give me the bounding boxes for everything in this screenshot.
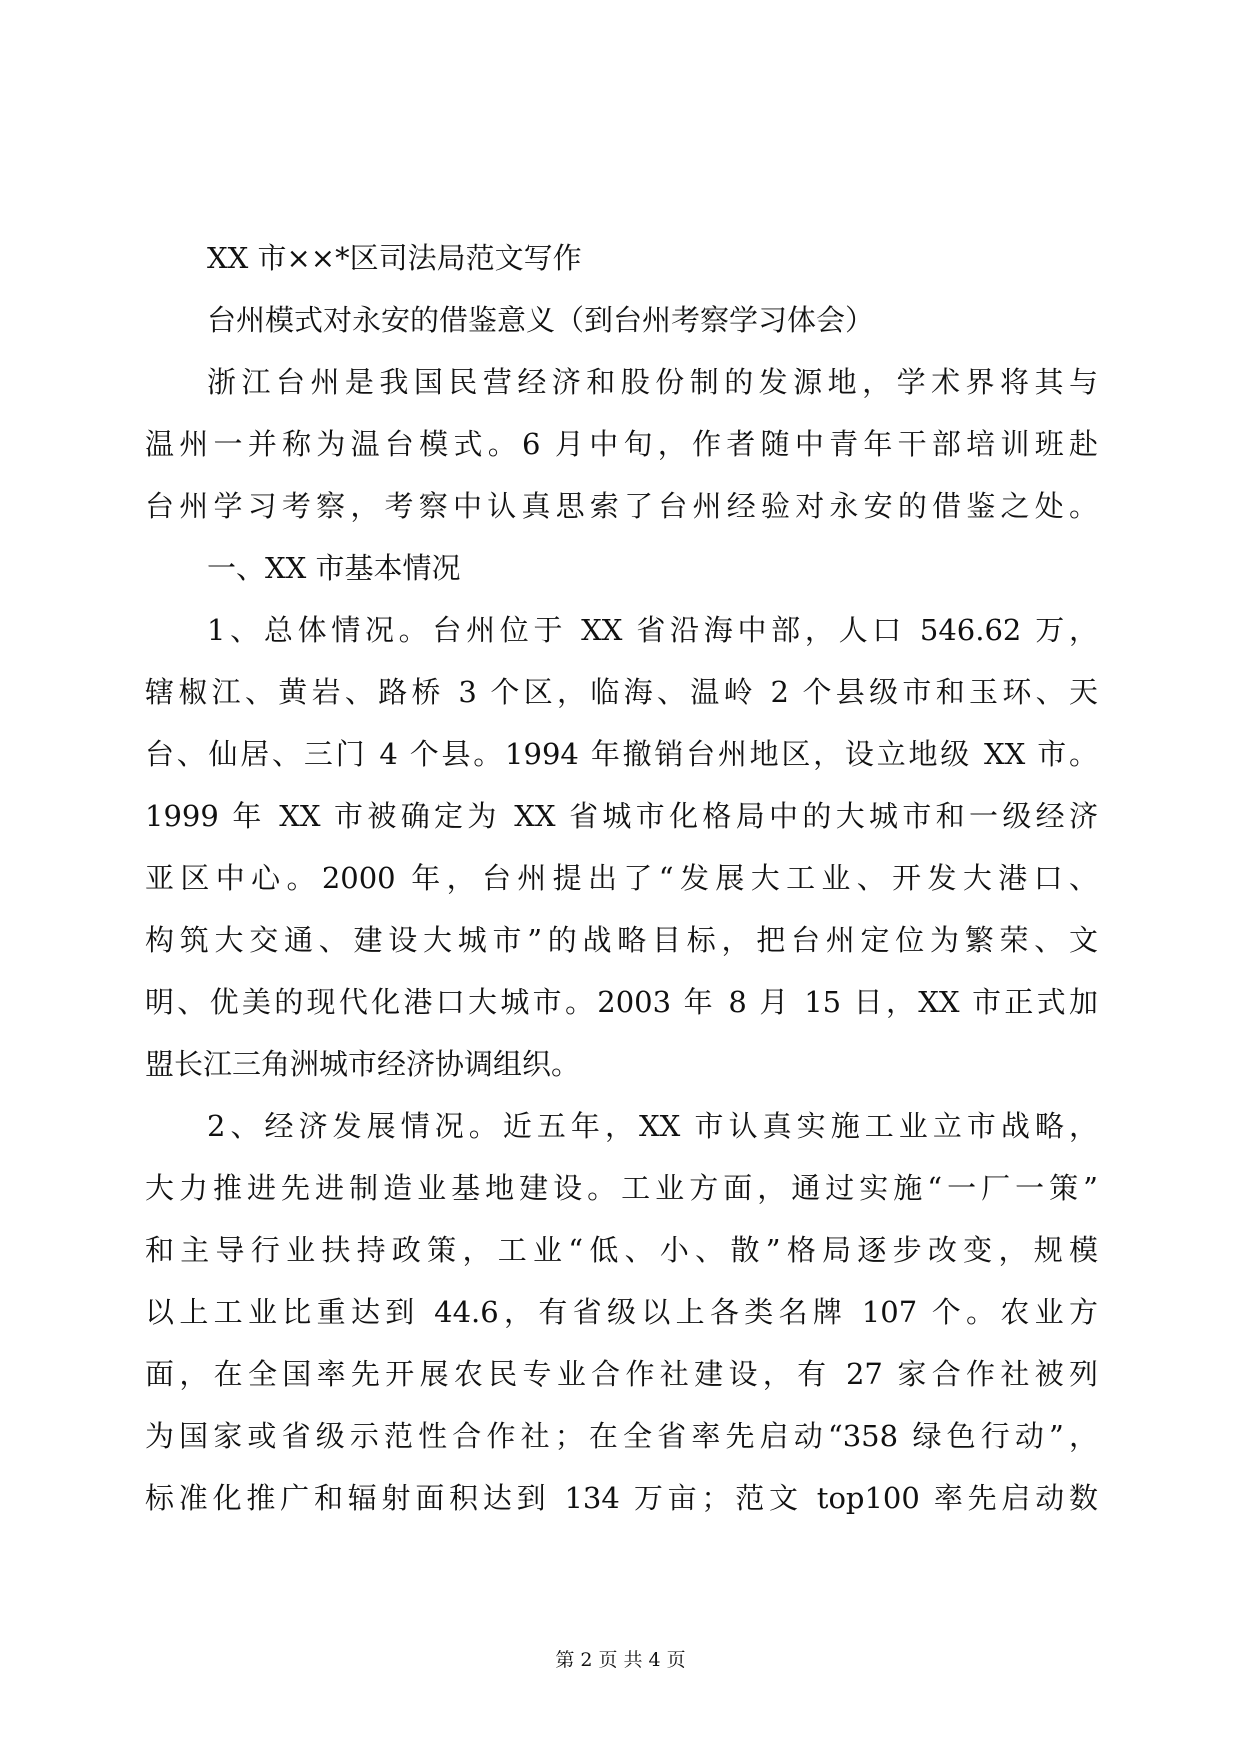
document-title: 台州模式对永安的借鉴意义（到台州考察学习体会）: [207, 303, 875, 337]
text-line: 亚区中心。2000 年，台州提出了“发展大工业、开发大港口、: [145, 861, 1098, 895]
text-line: 和主导行业扶持政策，工业“低、小、散”格局逐步改变，规模: [145, 1233, 1098, 1267]
text-line: 面，在全国率先开展农民专业合作社建设，有 27 家合作社被列: [145, 1357, 1098, 1391]
text-line: 浙江台州是我国民营经济和股份制的发源地，学术界将其与: [207, 365, 1098, 399]
text-line: 1999 年 XX 市被确定为 XX 省城市化格局中的大城市和一级经济: [145, 799, 1098, 833]
text-line: 以上工业比重达到 44.6，有省级以上各类名牌 107 个。农业方: [145, 1295, 1098, 1329]
document-header: XX 市××*区司法局范文写作: [207, 241, 582, 275]
text-line: 构筑大交通、建设大城市”的战略目标，把台州定位为繁荣、文: [145, 923, 1098, 957]
page-footer: 第 2 页 共 4 页: [555, 1649, 686, 1671]
text-line: 台、仙居、三门 4 个县。1994 年撤销台州地区，设立地级 XX 市。: [145, 737, 1098, 771]
text-line: 为国家或省级示范性合作社；在全省率先启动“358 绿色行动”，: [145, 1419, 1098, 1453]
text-line: 标准化推广和辐射面积达到 134 万亩；范文 top100 率先启动数: [145, 1481, 1098, 1515]
text-line: 1、总体情况。台州位于 XX 省沿海中部，人口 546.62 万，: [207, 613, 1098, 647]
text-line: 一、XX 市基本情况: [207, 551, 461, 585]
text-line: 明、优美的现代化港口大城市。2003 年 8 月 15 日，XX 市正式加: [145, 985, 1098, 1019]
text-line: 2、经济发展情况。近五年，XX 市认真实施工业立市战略，: [207, 1109, 1098, 1143]
text-line: 辖椒江、黄岩、路桥 3 个区，临海、温岭 2 个县级市和玉环、天: [145, 675, 1098, 709]
text-line: 大力推进先进制造业基地建设。工业方面，通过实施“一厂一策”: [145, 1171, 1098, 1205]
text-line: 台州学习考察，考察中认真思索了台州经验对永安的借鉴之处。: [145, 489, 1098, 523]
text-line: 温州一并称为温台模式。6 月中旬，作者随中青年干部培训班赴: [145, 427, 1098, 461]
text-line: 盟长江三角洲城市经济协调组织。: [145, 1047, 581, 1081]
